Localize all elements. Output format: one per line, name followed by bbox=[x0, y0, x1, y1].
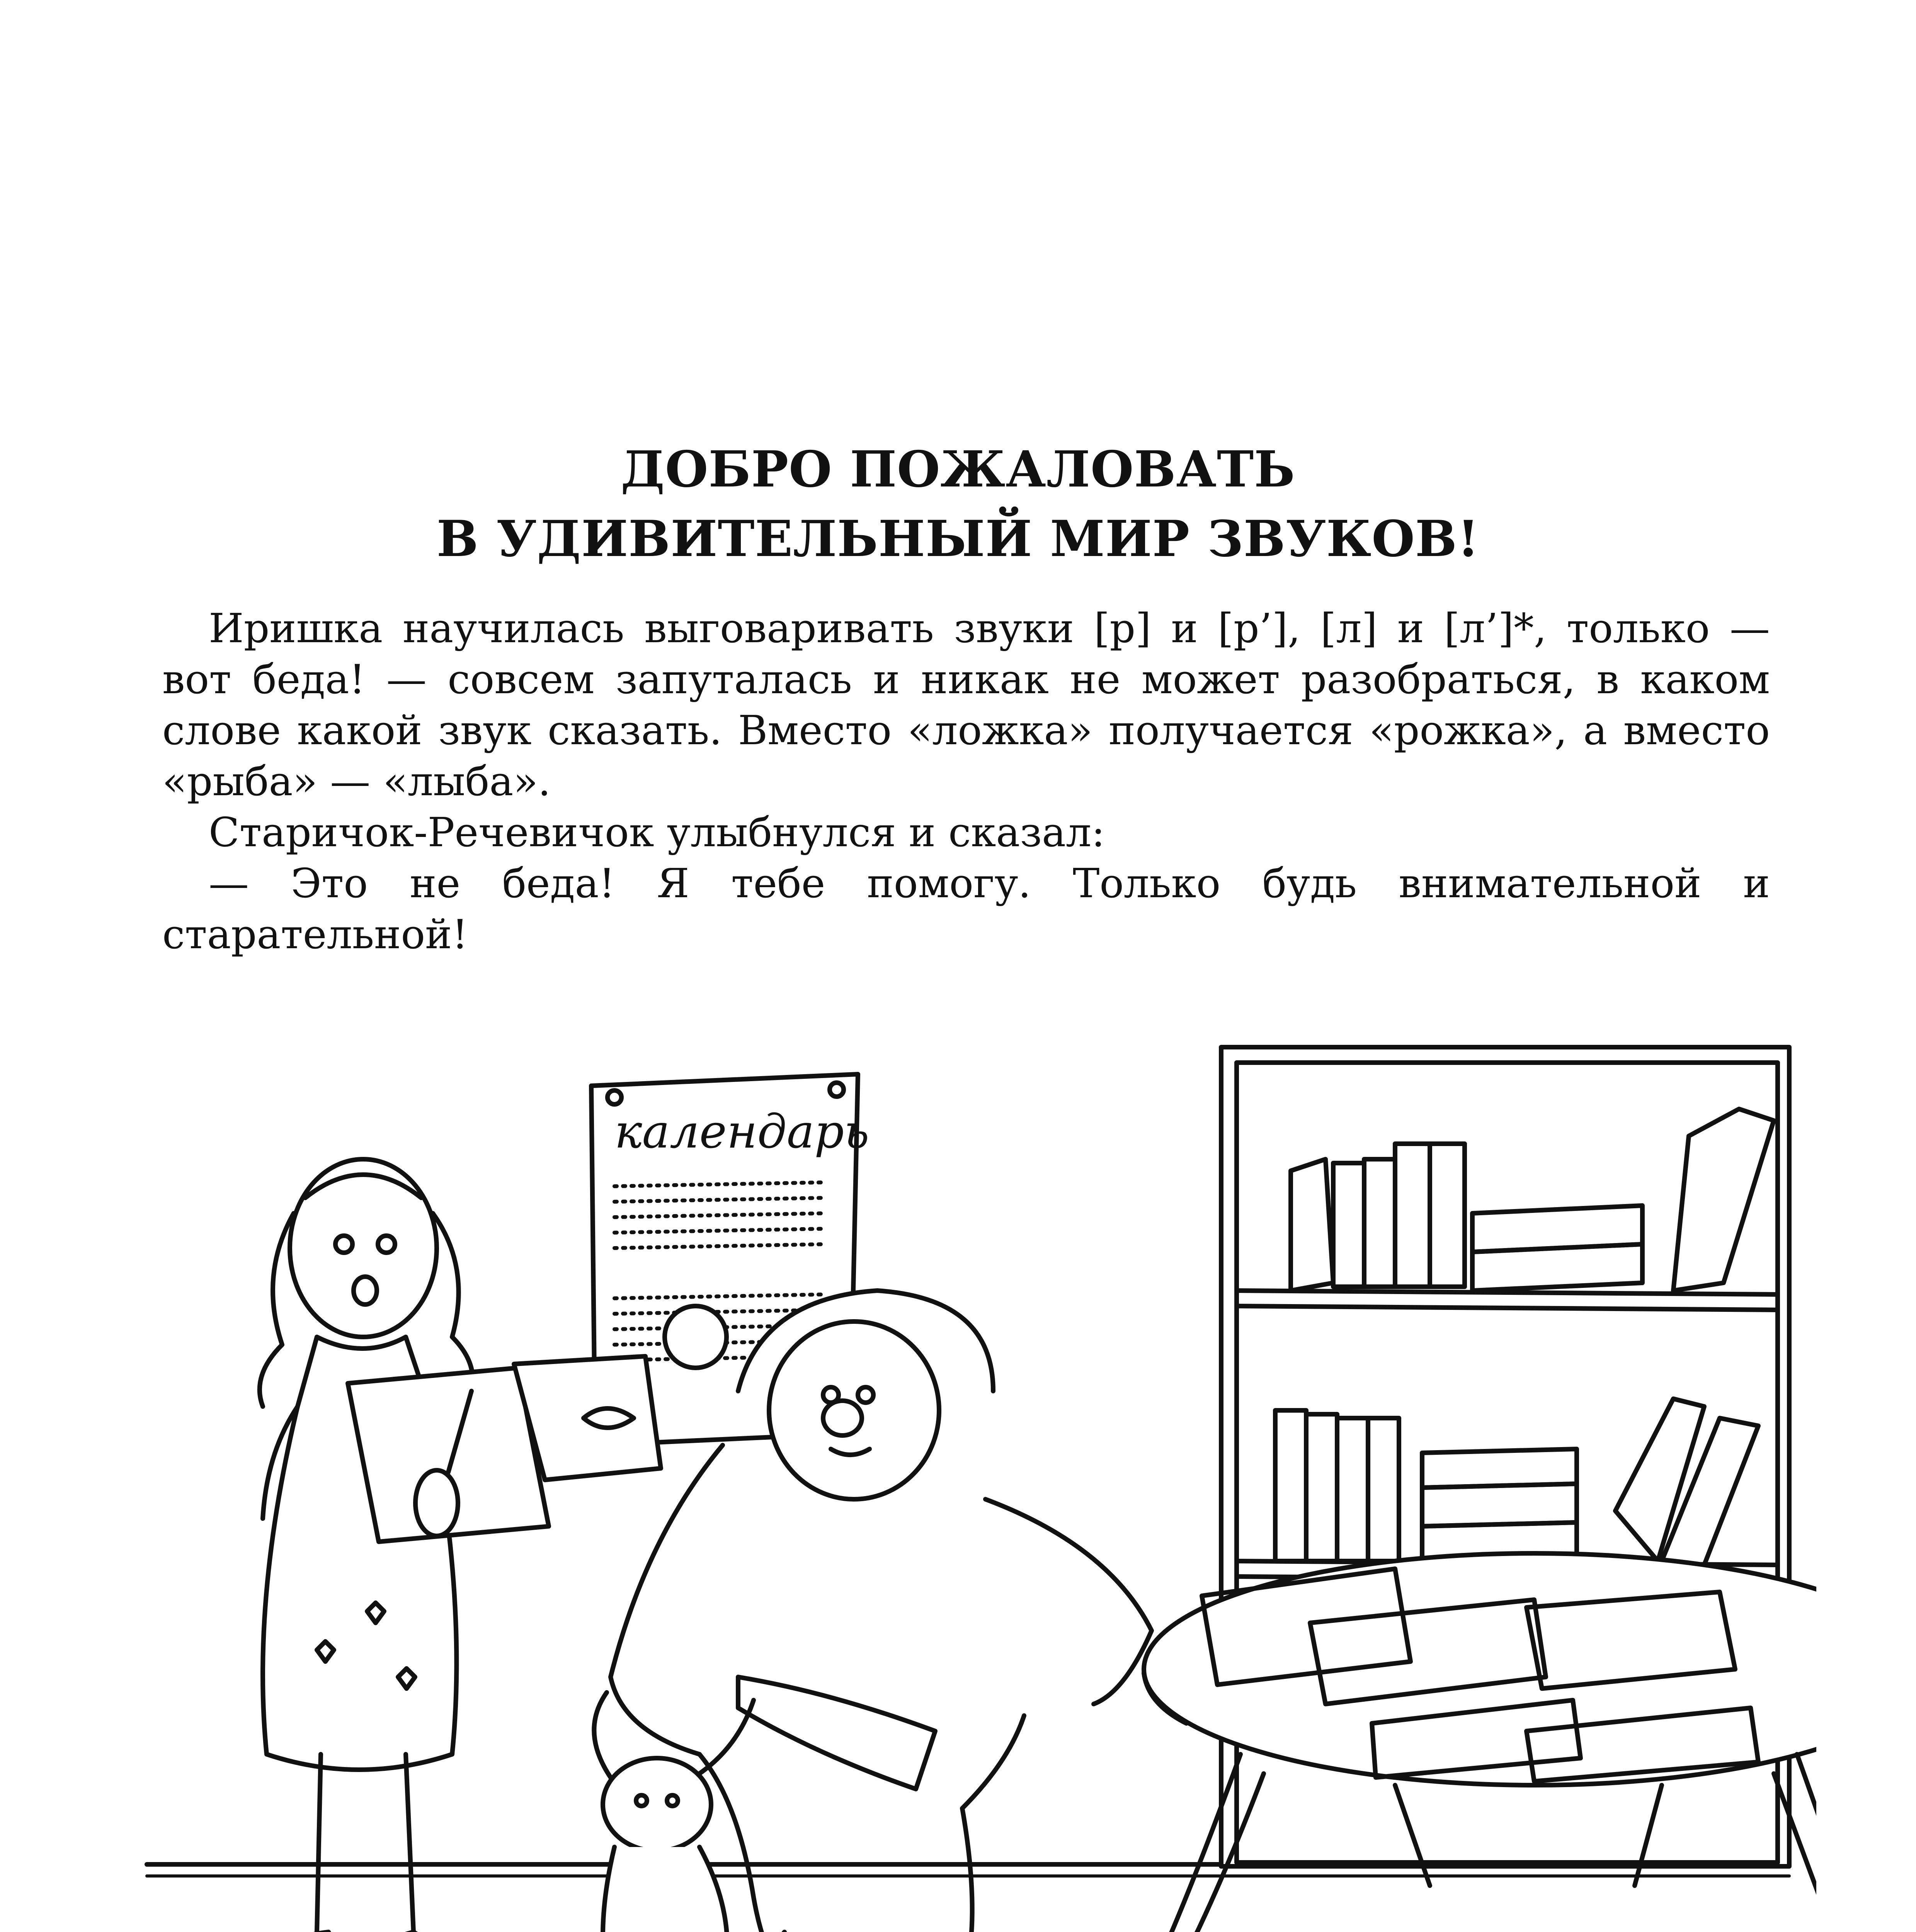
paragraph-1: Иришка научилась выговаривать звуки [р] и [р’], [л] и [л’]*, только — вот беда! — совсем запуталась и никак не может разобраться, в каком слове какой звук сказать. Вместо «ложка» получается «рожка», а вместо «рыба» — «лыба». bbox=[162, 605, 1770, 805]
title-line-2: В УДИВИТЕЛЬНЫЙ МИР ЗВУКОВ! bbox=[436, 510, 1480, 568]
calendar-caption: календарь bbox=[614, 1105, 870, 1159]
paragraph-3: — Это не беда! Я тебе помогу. Только будь внимательной и старательной! bbox=[162, 860, 1770, 958]
page-title bbox=[193, 435, 1723, 574]
paragraph-2: Старичок-Речевичок улыбнулся и сказал: bbox=[209, 809, 1105, 856]
title-line-1: ДОБРО ПОЖАЛОВАТЬ bbox=[621, 440, 1295, 498]
coloring-illustration bbox=[135, 997, 1816, 1932]
story-text bbox=[162, 603, 1770, 960]
